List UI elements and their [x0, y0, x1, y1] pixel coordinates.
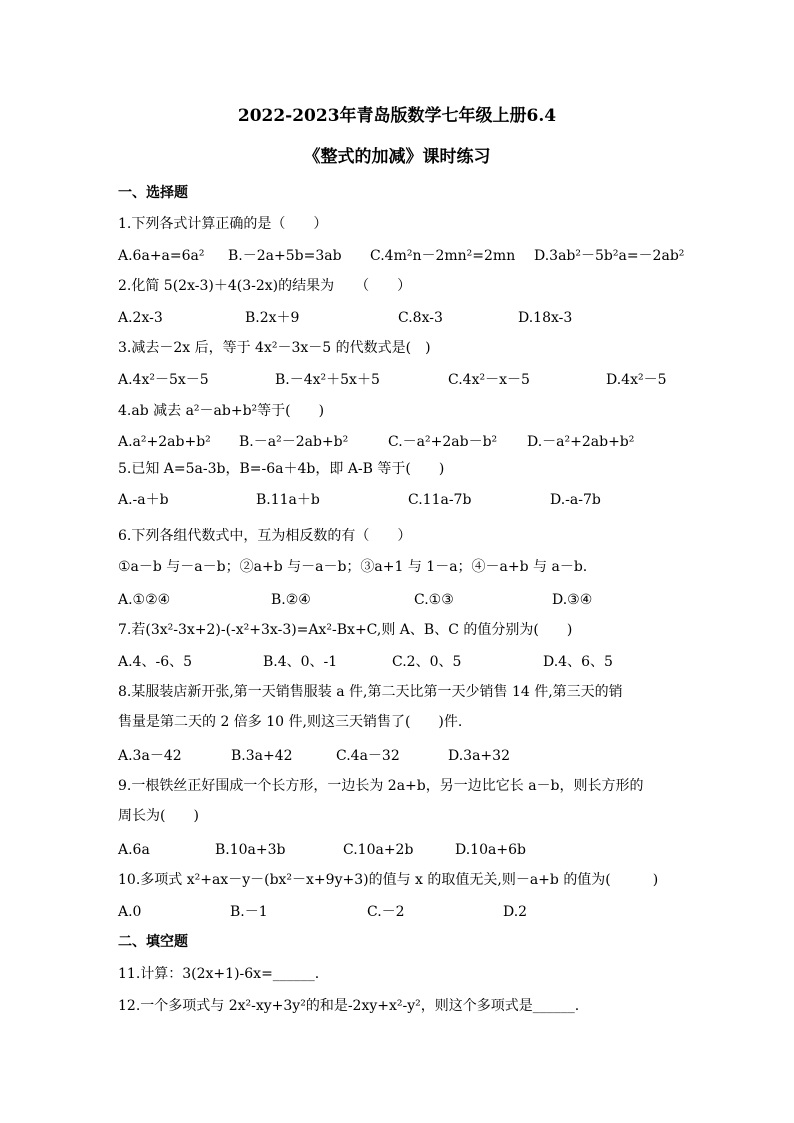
option-a: A.2x-3: [118, 310, 163, 326]
option-c: C.4x²－x－5: [448, 372, 530, 388]
option-b: B.4、0、-1: [263, 654, 338, 670]
option-d: D.2: [503, 904, 528, 920]
question-7-stem: 7.若(3x²-3x+2)-(-x²+3x-3)=Ax²-Bx+C,则 A、B、C 的值分别为( ): [118, 622, 573, 638]
question-6-pairs: ①a－b 与－a－b；②a+b 与－a－b；③a+1 与 1－a；④－a+b 与 a－b.: [118, 559, 588, 575]
option-a: A.6a+a=6a²: [118, 248, 205, 264]
option-c: C.－a²+2ab－b²: [388, 434, 498, 450]
question-2-stem: 2.化简 5(2x-3)＋4(3-2x)的结果为 （ ）: [118, 278, 412, 294]
option-b: B.－1: [230, 904, 268, 920]
option-d: D.10a+6b: [455, 842, 526, 858]
option-a: A.3a－42: [118, 748, 182, 764]
question-8-stem-continued: 售量是第二天的 2 倍多 10 件,则这三天销售了( )件.: [118, 714, 463, 730]
option-a: A.a²+2ab+b²: [118, 434, 211, 450]
option-d: D.3a+32: [448, 748, 510, 764]
option-a: A.-a＋b: [118, 492, 169, 508]
option-b: B.－2a+5b=3ab: [228, 248, 342, 264]
option-a: A.4、-6、5: [118, 654, 193, 670]
option-c: C.10a+2b: [343, 842, 414, 858]
section-heading-choice: 一、选择题: [118, 185, 188, 201]
option-d: D.18x-3: [518, 310, 573, 326]
option-c: C.－2: [367, 904, 405, 920]
question-10-stem: 10.多项式 x²+ax－y－(bx²－x+9y+3)的值与 x 的取值无关,则－a+b 的值为( ): [118, 872, 659, 888]
option-d: D.－a²+2ab+b²: [527, 434, 635, 450]
question-12-stem: 12.一个多项式与 2x²-xy+3y²的和是-2xy+x²-y²，则这个多项式是______.: [118, 998, 580, 1014]
question-5-stem: 5.已知 A=5a-3b，B=-6a＋4b，即 A-B 等于( ): [118, 461, 445, 477]
option-d: D.③④: [552, 592, 593, 608]
option-a: A.6a: [118, 842, 150, 858]
option-d: D.3ab²－5b²a=－2ab²: [534, 248, 685, 264]
option-d: D.-a-7b: [550, 492, 601, 508]
question-11-stem: 11.计算：3(2x+1)-6x=______.: [118, 966, 320, 982]
option-c: C.8x-3: [398, 310, 443, 326]
option-b: B.11a＋b: [256, 492, 320, 508]
option-c: C.2、0、5: [392, 654, 462, 670]
option-b: B.－a²－2ab+b²: [239, 434, 349, 450]
option-a: A.4x²－5x－5: [118, 372, 209, 388]
option-a: A.0: [118, 904, 142, 920]
option-d: D.4、6、5: [543, 654, 613, 670]
option-b: B.②④: [271, 592, 311, 608]
option-d: D.4x²－5: [606, 372, 667, 388]
question-1-stem: 1.下列各式计算正确的是（ ）: [118, 216, 328, 232]
option-c: C.11a-7b: [408, 492, 472, 508]
option-c: C.4m²n－2mn²=2mn: [370, 248, 516, 264]
question-9-stem: 9.一根铁丝正好围成一个长方形，一边长为 2a+b，另一边比它长 a－b，则长方形的: [118, 778, 644, 794]
question-4-stem: 4.ab 减去 a²－ab+b²等于( ): [118, 403, 325, 419]
option-b: B.10a+3b: [215, 842, 286, 858]
section-heading-fill: 二、填空题: [118, 934, 188, 950]
question-3-stem: 3.减去－2x 后，等于 4x²－3x－5 的代数式是( ): [118, 340, 431, 356]
title-line-1: 2022-2023年青岛版数学七年级上册6.4: [237, 106, 557, 126]
question-9-stem-continued: 周长为( ): [118, 808, 199, 824]
option-b: B.2x＋9: [245, 310, 300, 326]
question-8-stem: 8.某服装店新开张,第一天销售服装 a 件,第二天比第一天少销售 14 件,第三天的销: [118, 684, 623, 700]
option-b: B.3a+42: [231, 748, 293, 764]
option-c: C.①③: [414, 592, 454, 608]
question-6-stem: 6.下列各组代数式中，互为相反数的有（ ）: [118, 528, 412, 544]
title-line-2: 《整式的加减》课时练习: [303, 147, 491, 167]
option-a: A.①②④: [118, 592, 171, 608]
option-c: C.4a－32: [336, 748, 400, 764]
option-b: B.－4x²＋5x＋5: [275, 372, 380, 388]
